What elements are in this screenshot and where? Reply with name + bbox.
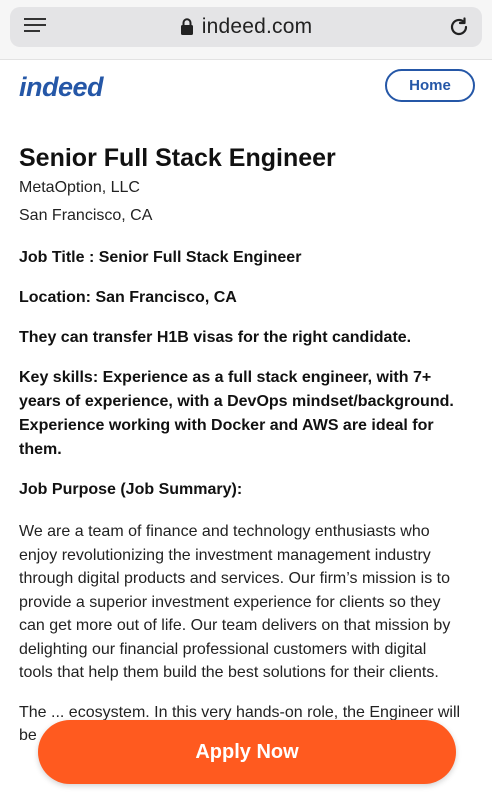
job-title-line: Job Title : Senior Full Stack Engineer [19, 249, 302, 266]
job-description [19, 143, 464, 748]
url-text: indeed.com [201, 15, 313, 38]
indeed-logo[interactable]: indeed [19, 72, 104, 102]
home-button[interactable]: Home [385, 69, 475, 102]
job-location: San Francisco, CA [19, 207, 153, 224]
browser-toolbar [0, 0, 492, 60]
url-display[interactable] [10, 7, 482, 47]
job-title: Senior Full Stack Engineer [19, 144, 336, 172]
location-line: Location: San Francisco, CA [19, 289, 237, 306]
lock-icon [180, 18, 194, 36]
reload-icon[interactable] [448, 16, 470, 38]
address-bar[interactable] [10, 7, 482, 47]
visa-line: They can transfer H1B visas for the right candidate. [19, 329, 412, 346]
partial-paragraph: The ... ecosystem. In this very hands-on role, the Engineer will be [19, 703, 461, 744]
company-name[interactable]: MetaOption, LLC [19, 179, 140, 196]
key-skills: Key skills: Experience as a full stack engineer, with 7+ years of experience, with a DevOps mindset/background. Experience working with Docker and AWS are ideal for them. [19, 369, 454, 458]
site-header [0, 60, 492, 122]
summary-paragraph: We are a team of finance and technology enthusiasts who enjoy revolutionizing the investment management industry through digital products and services. Our firm’s mission is to provide a superior investment experience for clients so they can get more out of life. Our team delivers on that mission by delighting our financial professional customers with digital tools that help them build the best solutions for their clients. [19, 523, 451, 681]
apply-now-button[interactable]: Apply Now [38, 720, 456, 784]
job-purpose-heading: Job Purpose (Job Summary): [19, 481, 243, 498]
